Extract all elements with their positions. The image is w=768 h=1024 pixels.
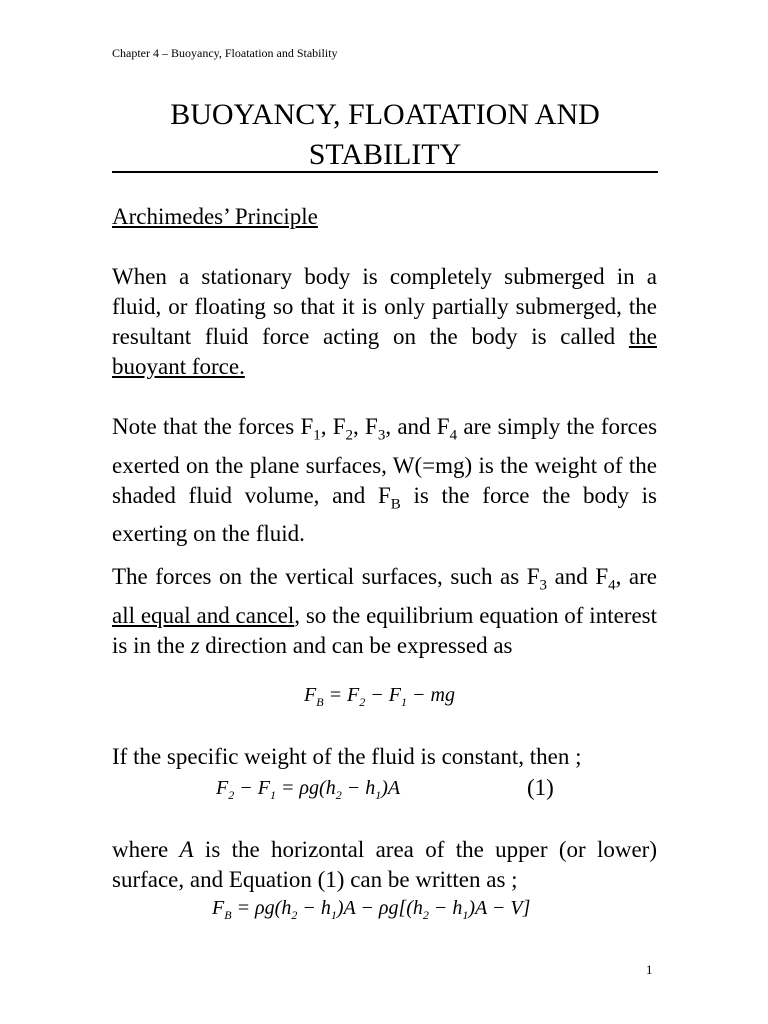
- subscript: 4: [449, 427, 458, 444]
- title-divider: [112, 171, 658, 173]
- subscript: 3: [539, 577, 548, 594]
- p1-text: When a stationary body is completely submerged in a fluid, or floating so that it is only partially submerged, the resultant fluid force acting on the body is called: [112, 264, 657, 349]
- title-line-1: BUOYANCY, FLOATATION AND: [170, 98, 600, 131]
- equation-1: $F_2 - F_1 = \rho g(h_2 - h_1)A$: [216, 777, 401, 802]
- equation-buoyant-force-expanded: $F_B = \rho g(h_2 - h_1)A - \rho g[(h_2 - h_1)A - V]$: [212, 897, 531, 922]
- subscript: 2: [345, 427, 354, 444]
- section-heading: Archimedes’ Principle: [112, 204, 318, 229]
- p2-text: , and F: [385, 414, 450, 439]
- p1-underlined-term: the buoyant force.: [112, 324, 657, 379]
- paragraph-buoyant-force: [112, 262, 657, 382]
- p3-text: , are: [615, 564, 658, 589]
- subscript: 1: [313, 427, 321, 444]
- p2-text: , F: [320, 414, 346, 439]
- page-title: [112, 95, 658, 175]
- page-number: 1: [646, 962, 653, 977]
- p3-text: , so the equilibrium equation of interest is in the: [112, 602, 657, 658]
- subscript: B: [390, 496, 401, 513]
- equation-buoyant-force: $F_B = F_2 - F_1$ − mg: [304, 684, 455, 709]
- p3-text: and F: [547, 564, 609, 589]
- paragraph-vertical-forces: [112, 562, 657, 661]
- p2-text: are simply the forces exerted on the plane surfaces, W(=mg) is the weight of the shaded fluid volume, and F: [112, 414, 658, 508]
- p3-underlined: all equal and cancel: [112, 602, 295, 628]
- paragraph-forces-note: [112, 412, 657, 549]
- p3-italic-z: z: [190, 632, 200, 658]
- p3-text: direction and can be expressed as: [199, 632, 513, 658]
- title-line-2: STABILITY: [308, 138, 462, 171]
- subscript: 4: [608, 577, 616, 594]
- subscript: 3: [377, 427, 386, 444]
- running-header: Chapter 4 – Buoyancy, Floatation and Stability: [112, 46, 338, 60]
- p5-italic-A: A: [179, 837, 194, 862]
- p5-text: is the horizontal area of the upper (or lower) surface, and Equation (1) can be written as ;: [112, 837, 658, 892]
- p2-text: , F: [353, 414, 378, 439]
- p3-text: The forces on the vertical surfaces, such as F: [112, 564, 540, 589]
- p2-text: Note that the forces F: [112, 414, 314, 439]
- p2-text: is the force the body is exerting on the fluid.: [112, 482, 657, 547]
- paragraph-specific-weight: If the specific weight of the fluid is constant, then ;: [112, 744, 582, 769]
- equation-number: (1): [527, 775, 554, 800]
- p5-text: where: [112, 837, 180, 862]
- paragraph-area: [112, 835, 657, 895]
